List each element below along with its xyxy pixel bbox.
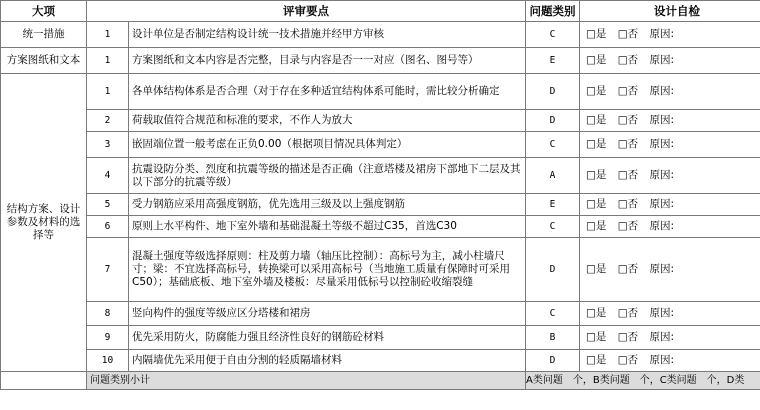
item-number: 5 — [87, 194, 129, 216]
reason-label: 原因: — [649, 138, 675, 150]
subtotal-summary: A类问题 个，B类问题 个，C类问题 个，D类 — [526, 372, 760, 390]
no-checkbox[interactable]: □否 — [617, 169, 639, 181]
reason-label: 原因: — [649, 220, 675, 232]
item-text: 内隔墙优先采用便于自由分割的轻质隔墙材料 — [129, 350, 526, 372]
reason-label: 原因: — [649, 198, 675, 210]
no-checkbox[interactable]: □否 — [617, 220, 639, 232]
yes-checkbox[interactable]: □是 — [586, 54, 607, 66]
self-check-cell — [580, 22, 760, 48]
table-row — [1, 350, 760, 372]
problem-type: D — [526, 350, 580, 372]
problem-type: E — [526, 194, 580, 216]
problem-type: A — [526, 158, 580, 194]
problem-type: B — [526, 326, 580, 350]
yes-checkbox[interactable]: □是 — [586, 169, 607, 181]
problem-type: C — [526, 22, 580, 48]
item-text: 优先采用防火，防腐能力强且经济性良好的钢筋砼材料 — [129, 326, 526, 350]
self-check-cell — [580, 350, 760, 372]
reason-label: 原因: — [649, 169, 675, 181]
header-review-point: 评审要点 — [87, 1, 526, 22]
yes-checkbox[interactable]: □是 — [586, 307, 607, 319]
item-number: 7 — [87, 238, 129, 302]
yes-checkbox[interactable]: □是 — [586, 263, 607, 275]
item-text: 荷载取值符合规范和标准的要求，不作人为放大 — [129, 110, 526, 132]
self-check-cell — [580, 110, 760, 132]
yes-checkbox[interactable]: □是 — [586, 354, 607, 366]
problem-type: D — [526, 110, 580, 132]
item-text: 原则上水平构件、地下室外墙和基础混凝土等级不超过C35，首选C30 — [129, 216, 526, 238]
no-checkbox[interactable]: □否 — [617, 28, 639, 40]
yes-checkbox[interactable]: □是 — [586, 331, 607, 343]
item-number: 4 — [87, 158, 129, 194]
item-text: 设计单位是否制定结构设计统一技术措施并经甲方审核 — [129, 22, 526, 48]
subtotal-row — [1, 372, 760, 390]
item-number: 9 — [87, 326, 129, 350]
yes-checkbox[interactable]: □是 — [586, 85, 607, 97]
item-text: 抗震设防分类、烈度和抗震等级的描述是否正确（注意塔楼及裙房下部地下二层及其以下部分的抗震等级） — [129, 158, 526, 194]
item-number: 8 — [87, 302, 129, 326]
table-row — [1, 132, 760, 158]
table-row — [1, 216, 760, 238]
self-check-cell — [580, 74, 760, 110]
reason-label: 原因: — [649, 263, 675, 275]
problem-type: D — [526, 238, 580, 302]
subtotal-label: 问题类别小计 — [87, 372, 526, 390]
no-checkbox[interactable]: □否 — [617, 85, 639, 97]
item-number: 6 — [87, 216, 129, 238]
reason-label: 原因: — [649, 331, 675, 343]
reason-label: 原因: — [649, 85, 675, 97]
item-text: 各单体结构体系是否合理（对于存在多种适宜结构体系可能时，需比较分析确定 — [129, 74, 526, 110]
table-row — [1, 74, 760, 110]
yes-checkbox[interactable]: □是 — [586, 198, 607, 210]
no-checkbox[interactable]: □否 — [617, 307, 639, 319]
table-row — [1, 22, 760, 48]
item-number: 10 — [87, 350, 129, 372]
reason-label: 原因: — [649, 28, 675, 40]
table-row — [1, 194, 760, 216]
table-row — [1, 48, 760, 74]
item-number: 3 — [87, 132, 129, 158]
self-check-cell — [580, 326, 760, 350]
item-number: 1 — [87, 22, 129, 48]
reason-label: 原因: — [649, 354, 675, 366]
problem-type: C — [526, 216, 580, 238]
category-cell: 结构方案、设计参数及材料的选择等 — [1, 74, 87, 372]
table-row — [1, 158, 760, 194]
header-category: 大项 — [1, 1, 87, 22]
self-check-cell — [580, 216, 760, 238]
table-row — [1, 326, 760, 350]
problem-type: C — [526, 302, 580, 326]
reason-label: 原因: — [649, 114, 675, 126]
item-number: 1 — [87, 74, 129, 110]
item-text: 竖向构件的强度等级应区分塔楼和裙房 — [129, 302, 526, 326]
item-text: 方案图纸和文本内容是否完整，目录与内容是否一一对应（图名、图号等） — [129, 48, 526, 74]
header-problem-type: 问题类别 — [526, 1, 580, 22]
yes-checkbox[interactable]: □是 — [586, 114, 607, 126]
item-number: 1 — [87, 48, 129, 74]
category-cell: 统一措施 — [1, 22, 87, 48]
self-check-cell — [580, 302, 760, 326]
item-text: 嵌固端位置一般考虑在正负0.00（根据项目情况具体判定） — [129, 132, 526, 158]
table-row — [1, 302, 760, 326]
no-checkbox[interactable]: □否 — [617, 54, 639, 66]
no-checkbox[interactable]: □否 — [617, 331, 639, 343]
self-check-cell — [580, 194, 760, 216]
problem-type: D — [526, 74, 580, 110]
header-self-check: 设计自检 — [580, 1, 760, 22]
problem-type: E — [526, 48, 580, 74]
no-checkbox[interactable]: □否 — [617, 354, 639, 366]
reason-label: 原因: — [649, 307, 675, 319]
item-text: 受力钢筋应采用高强度钢筋，优先选用三级及以上强度钢筋 — [129, 194, 526, 216]
no-checkbox[interactable]: □否 — [617, 263, 639, 275]
footer-blank — [1, 372, 87, 390]
item-text: 混凝土强度等级选择原则：柱及剪力墙（轴压比控制）：高标号为主，减小柱墙尺寸；梁：不宜选择高标号，转换梁可以采用高标号（当地施工质量有保障时可采用C50）；基础底板、地下室外墙及楼板：尽量采用低标号以控制砼收缩裂缝 — [129, 238, 526, 302]
yes-checkbox[interactable]: □是 — [586, 28, 607, 40]
no-checkbox[interactable]: □否 — [617, 138, 639, 150]
no-checkbox[interactable]: □否 — [617, 198, 639, 210]
header-row — [1, 1, 760, 22]
problem-type: C — [526, 132, 580, 158]
self-check-cell — [580, 238, 760, 302]
self-check-cell — [580, 158, 760, 194]
item-number: 2 — [87, 110, 129, 132]
reason-label: 原因: — [649, 54, 675, 66]
category-cell: 方案图纸和文本 — [1, 48, 87, 74]
table-row — [1, 238, 760, 302]
self-check-cell — [580, 48, 760, 74]
yes-checkbox[interactable]: □是 — [586, 220, 607, 232]
table-row — [1, 110, 760, 132]
self-check-cell — [580, 132, 760, 158]
yes-checkbox[interactable]: □是 — [586, 138, 607, 150]
no-checkbox[interactable]: □否 — [617, 114, 639, 126]
